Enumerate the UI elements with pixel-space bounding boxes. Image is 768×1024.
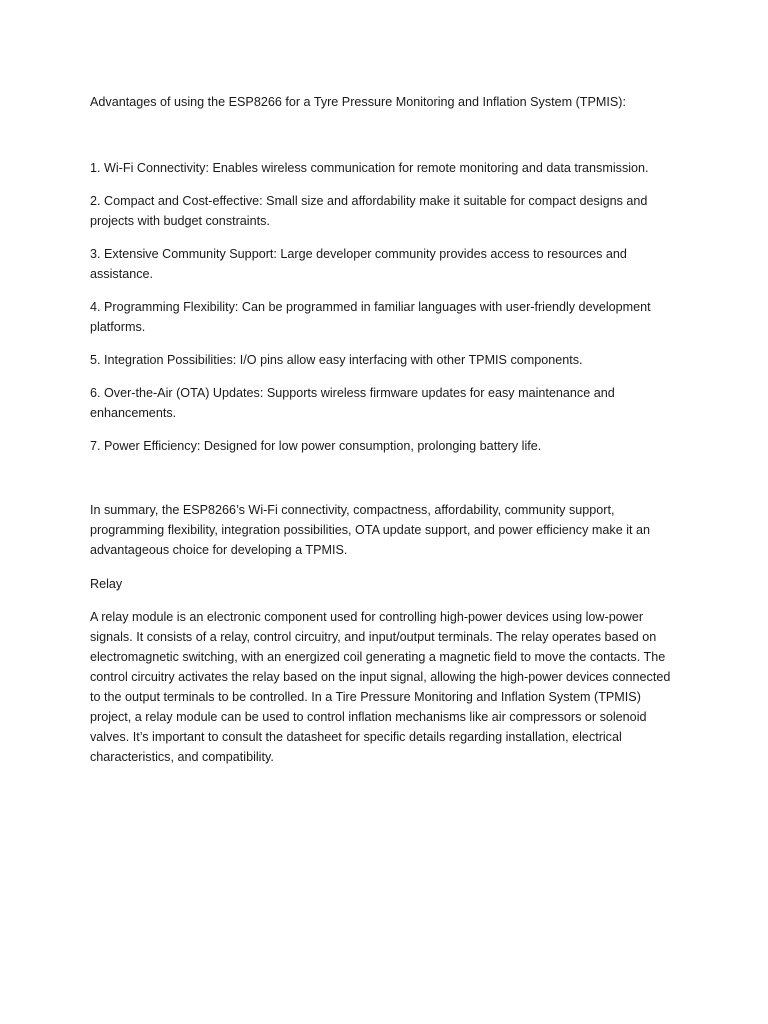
list-item: 1. Wi-Fi Connectivity: Enables wireless communication for remote monitoring and data transmission.: [90, 161, 649, 175]
relay-heading: Relay: [90, 577, 123, 591]
list-item: 5. Integration Possibilities: I/O pins allow easy interfacing with other TPMIS components.: [90, 353, 583, 367]
list-item: 4. Programming Flexibility: Can be programmed in familiar languages with user-friendly development platforms.: [90, 300, 651, 334]
advantages-list: [90, 158, 680, 469]
document-heading: Advantages of using the ESP8266 for a Tyre Pressure Monitoring and Inflation System (TPMIS):: [90, 95, 626, 109]
summary-paragraph: In summary, the ESP8266’s Wi-Fi connectivity, compactness, affordability, community support, programming flexibility, integration possibilities, OTA update support, and power efficiency make it an advantageous choice for developing a TPMIS.: [90, 503, 651, 557]
list-item: 6. Over-the-Air (OTA) Updates: Supports wireless firmware updates for easy maintenance and enhancements.: [90, 386, 615, 420]
relay-paragraph: A relay module is an electronic component used for controlling high-power devices using low-power signals. It consists of a relay, control circuitry, and input/output terminals. The relay operates based on electromagnetic switching, with an energized coil generating a magnetic field to move the contacts. The control circuitry activates the relay based on the input signal, allowing the high-power devices connected to the output terminals to be controlled. In a Tire Pressure Monitoring and Inflation System (TPMIS) project, a relay module can be used to control inflation mechanisms like air compressors or solenoid valves. It’s important to consult the datasheet for specific details regarding installation, electrical characteristics, and compatibility.: [90, 610, 671, 764]
list-item: 2. Compact and Cost-effective: Small size and affordability make it suitable for compact designs and projects with budget constraints.: [90, 194, 648, 228]
list-item: 7. Power Efficiency: Designed for low power consumption, prolonging battery life.: [90, 439, 542, 453]
list-item: 3. Extensive Community Support: Large developer community provides access to resources and assistance.: [90, 247, 627, 281]
